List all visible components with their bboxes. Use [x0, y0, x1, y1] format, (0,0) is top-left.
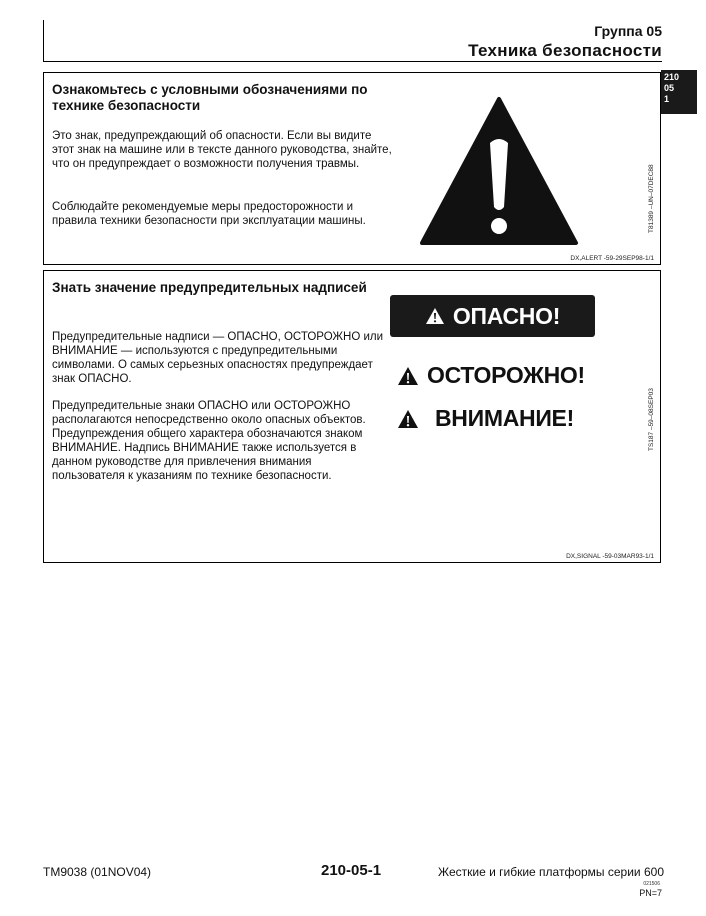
figure-code: T81389 –UN–07DEC88 — [648, 164, 655, 233]
manual-code: TM9038 (01NOV04) — [43, 865, 152, 879]
reference-code: DX,SIGNAL -59-03MAR93-1/1 — [566, 553, 654, 560]
warning-triangle-icon — [425, 307, 445, 325]
group-label: Группа 05 — [594, 23, 662, 39]
danger-label: ОПАСНО! — [452, 302, 561, 329]
print-code: 021506 — [643, 881, 660, 887]
caution-sign — [397, 362, 585, 389]
section-paragraph: Соблюдайте рекомендуемые меры предосторожности и правила техники безопасности при эксплуатации машины. — [52, 201, 366, 227]
figure-code: TS187 –59–08SEP03 — [648, 388, 655, 451]
header-bottom-rule — [43, 61, 662, 62]
tab-line-3: 1 — [664, 94, 670, 104]
section-tab — [661, 70, 697, 114]
section-paragraph: Предупредительные надписи — ОПАСНО, ОСТОРОЖНО или ВНИМАНИЕ — используются с предупредительными символами. О самых серьезных опасностях предупреждает знак ОПАСНО. — [52, 331, 384, 385]
warning-label: ВНИМАНИЕ! — [435, 405, 574, 431]
warning-triangle-icon — [397, 409, 419, 429]
pn-number: PN=7 — [639, 888, 662, 898]
caution-label: ОСТОРОЖНО! — [427, 362, 585, 388]
signal-words-section — [43, 270, 661, 563]
section-title: Ознакомьтесь с условными обозначениями по технике безопасности — [52, 82, 368, 113]
manual-title: Жесткие и гибкие платформы серии 600 — [438, 865, 664, 879]
tab-line-2: 05 — [664, 83, 675, 93]
page-title: Техника безопасности — [468, 41, 662, 60]
page-header — [468, 23, 662, 61]
page-number: 210-05-1 — [321, 862, 382, 879]
tab-line-1: 210 — [664, 72, 680, 82]
warning-triangle-icon — [397, 366, 419, 386]
danger-sign — [390, 295, 595, 337]
header-left-rule — [43, 20, 44, 62]
section-title: Знать значение предупредительных надписей — [52, 280, 367, 295]
safety-alert-icon — [418, 95, 580, 247]
reference-code: DX,ALERT -59-29SEP98-1/1 — [570, 255, 654, 262]
safety-symbol-section — [43, 72, 661, 265]
section-paragraph: Это знак, предупреждающий об опасности. Если вы видите этот знак на машине или в тексте данного руководства, знайте, что он предупреждает о возможности получения травмы. — [52, 130, 392, 170]
section-paragraph: Предупредительные знаки ОПАСНО или ОСТОРОЖНО располагаются непосредственно около опасных объектов. Предупреждения общего характера обозначаются знаком ВНИМАНИЕ. Надпись ВНИМАНИЕ также используется в данном руководстве для привлечения внимания пользователя к указаниям по технике безопасности. — [52, 400, 366, 482]
warning-sign — [397, 405, 574, 432]
